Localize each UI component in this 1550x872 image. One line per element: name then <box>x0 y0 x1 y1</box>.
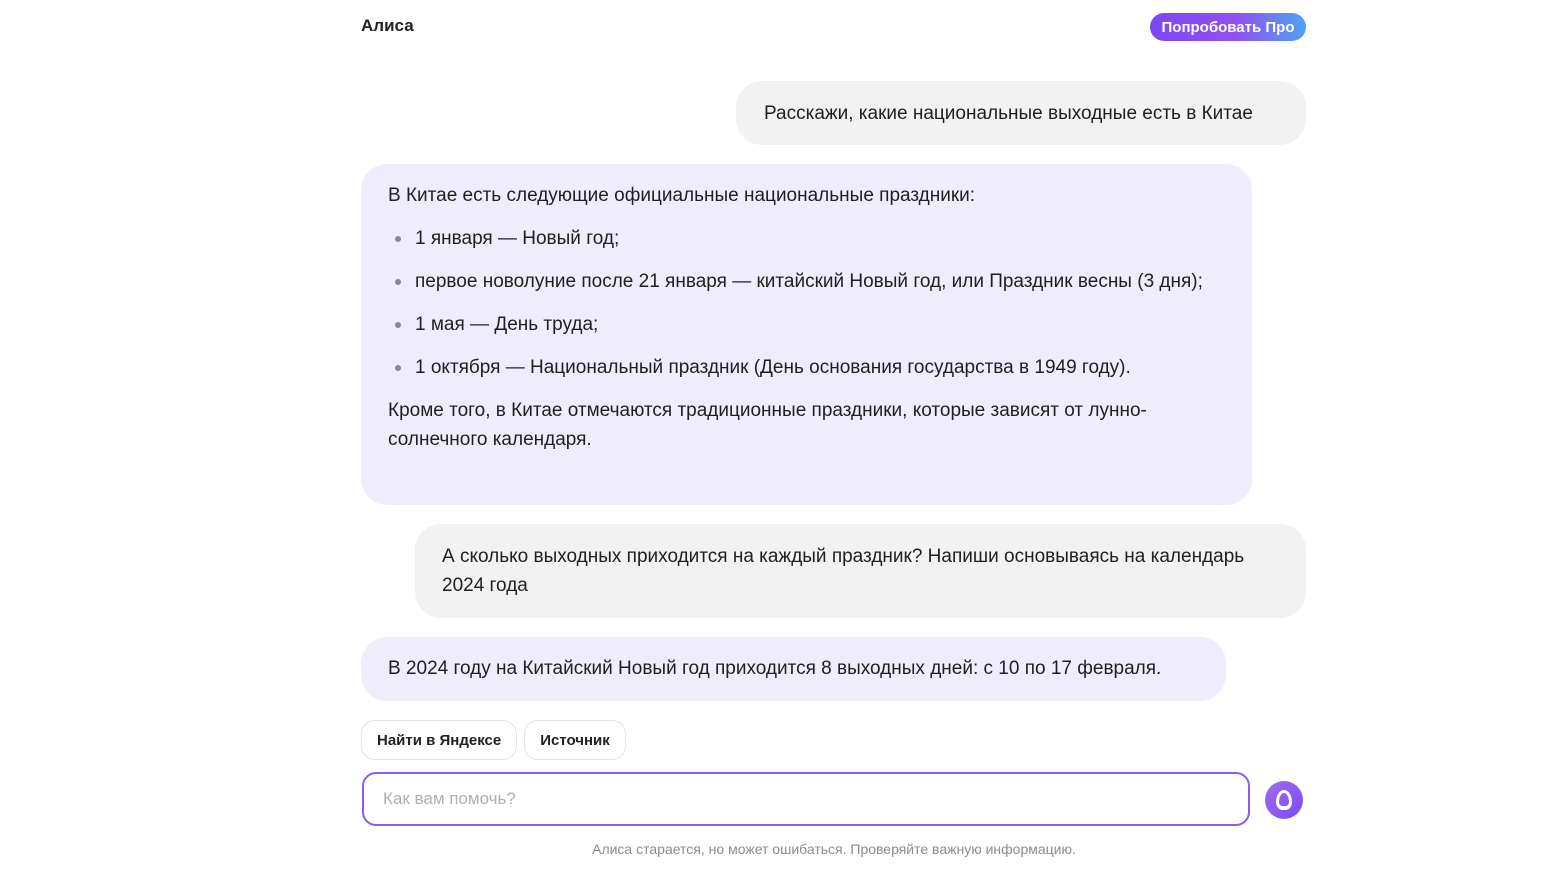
message-outro: Кроме того, в Китае отмечаются традиционные праздники, которые зависят от лунно-солнечного календаря. <box>388 400 1147 450</box>
message-intro: В Китае есть следующие официальные национальные праздники: <box>388 185 976 206</box>
message-composer <box>362 772 1250 826</box>
assistant-message-1 <box>361 164 1252 505</box>
suggestion-chips <box>361 720 626 760</box>
message-input[interactable] <box>381 788 1231 810</box>
disclaimer: Алиса старается, но может ошибаться. Проверяйте важную информацию. <box>592 841 1076 857</box>
message-text: А сколько выходных приходится на каждый праздник? Напиши основываясь на календарь 2024 года <box>442 546 1245 596</box>
list-item: первое новолуние после 21 января — китайский Новый год, или Праздник весны (3 дня); <box>388 267 1225 296</box>
source-chip[interactable]: Источник <box>524 720 626 760</box>
list-item: 1 октября — Национальный праздник (День основания государства в 1949 году). <box>388 353 1225 382</box>
list-item: 1 января — Новый год; <box>388 224 1225 253</box>
alice-icon <box>1276 790 1292 810</box>
assistant-message-2 <box>361 637 1226 701</box>
user-message-1 <box>736 81 1306 145</box>
search-yandex-chip[interactable]: Найти в Яндексе <box>361 720 517 760</box>
alice-voice-button[interactable] <box>1265 781 1303 819</box>
holiday-list <box>388 224 1225 382</box>
list-item: 1 мая — День труда; <box>388 310 1225 339</box>
message-text: Расскажи, какие национальные выходные есть в Китае <box>764 103 1253 124</box>
try-pro-button[interactable]: Попробовать Про <box>1150 13 1306 41</box>
user-message-2 <box>415 524 1306 618</box>
app-title: Алиса <box>361 16 414 35</box>
message-text: В 2024 году на Китайский Новый год приходится 8 выходных дней: с 10 по 17 февраля. <box>388 658 1162 679</box>
